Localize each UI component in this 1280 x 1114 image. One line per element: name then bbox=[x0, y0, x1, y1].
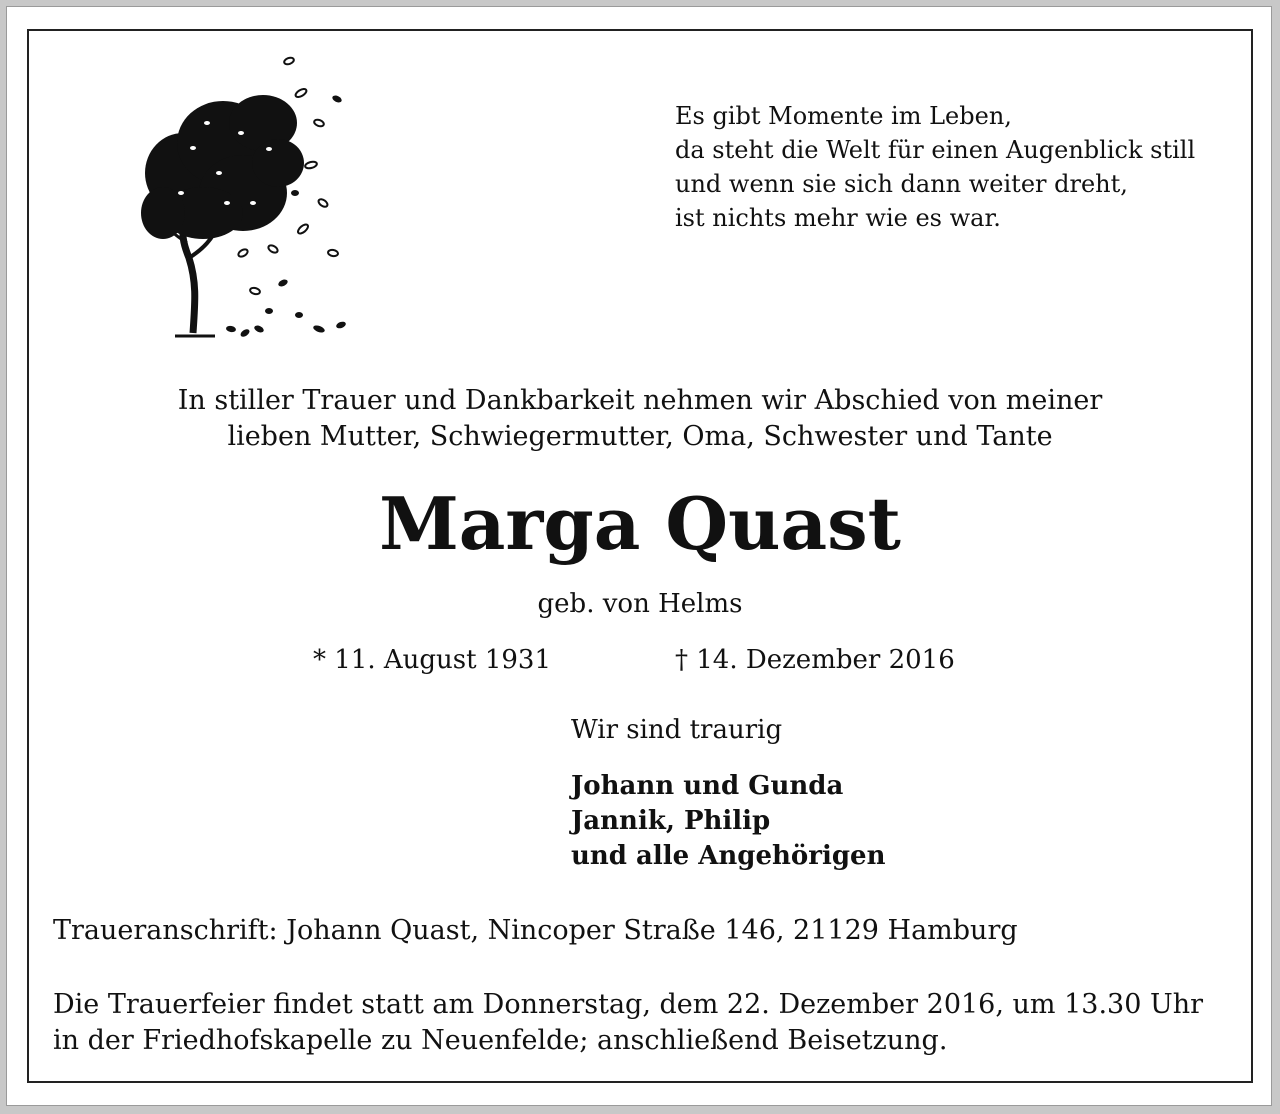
intro-line-2: lieben Mutter, Schwiegermutter, Oma, Schwester und Tante bbox=[227, 421, 1053, 452]
poem-line: da steht die Welt für einen Augenblick still bbox=[675, 136, 1196, 164]
notice-frame bbox=[6, 6, 1272, 1106]
mourning-address: Traueranschrift: Johann Quast, Nincoper Straße 146, 21129 Hamburg bbox=[53, 915, 1018, 946]
mourners-heading: Wir sind traurig bbox=[571, 715, 783, 745]
windblown-tree-icon bbox=[123, 53, 363, 353]
death-date: † 14. Dezember 2016 bbox=[675, 645, 955, 675]
notice-border bbox=[27, 29, 1253, 1083]
birth-name: geb. von Helms bbox=[537, 589, 743, 619]
mourner-line: Jannik, Philip bbox=[571, 806, 771, 836]
mourner-line: und alle Angehörigen bbox=[571, 841, 886, 871]
mourners-list bbox=[571, 769, 885, 874]
intro-line-1: In stiller Trauer und Dankbarkeit nehmen wir Abschied von meiner bbox=[177, 385, 1103, 416]
poem bbox=[675, 99, 1195, 235]
ceremony-line-2: in der Friedhofskapelle zu Neuenfelde; anschließend Beisetzung. bbox=[53, 1025, 948, 1056]
poem-line: und wenn sie sich dann weiter dreht, bbox=[675, 170, 1128, 198]
birth-date: * 11. August 1931 bbox=[313, 645, 552, 675]
poem-line: Es gibt Momente im Leben, bbox=[675, 102, 1012, 130]
ceremony-info bbox=[53, 987, 1203, 1059]
ceremony-line-1: Die Trauerfeier findet statt am Donnerstag, dem 22. Dezember 2016, um 13.30 Uhr bbox=[53, 989, 1204, 1020]
deceased-name: Marga Quast bbox=[379, 481, 901, 566]
intro-text bbox=[29, 383, 1251, 455]
poem-line: ist nichts mehr wie es war. bbox=[675, 204, 1001, 232]
mourner-line: Johann und Gunda bbox=[571, 771, 844, 801]
